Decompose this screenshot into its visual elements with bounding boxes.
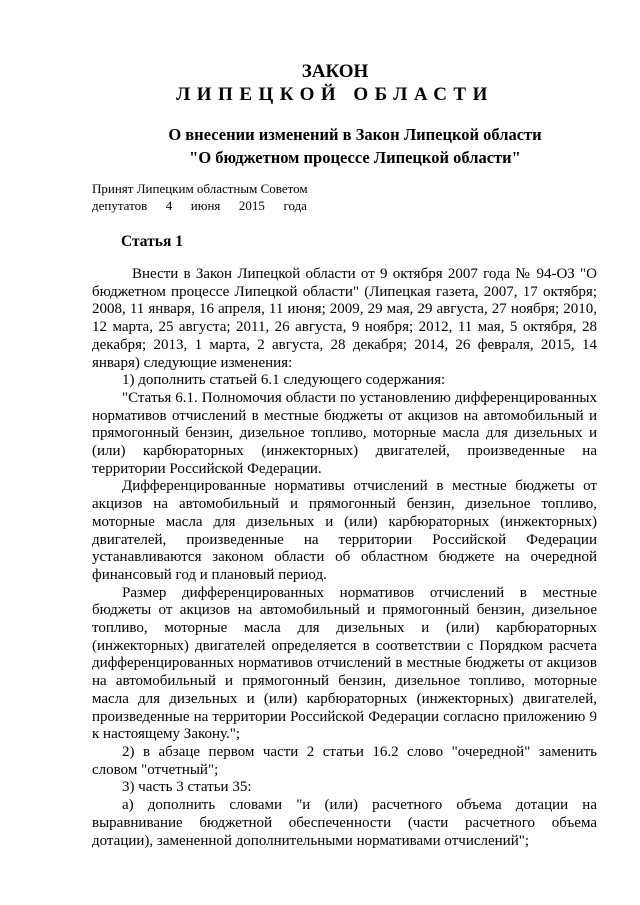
article-paragraph: 2) в абзаце первом части 2 статьи 16.2 слово "очередной" заменить словом "отчетный"; xyxy=(92,743,597,778)
article-body xyxy=(92,266,597,850)
adoption-day: 4 xyxy=(165,198,173,213)
law-subtitle-line-2: "О бюджетном процессе Липецкой области" xyxy=(189,148,521,167)
adoption-date-line xyxy=(92,197,307,214)
law-heading: ЗАКОН xyxy=(301,61,369,82)
adoption-line-1: Принят Липецким областным Советом xyxy=(92,181,308,196)
article-paragraph: Дифференцированные нормативы отчислений в местные бюджеты от акцизов на автомобильный и прямогонный бензин, дизельное топливо, моторные масла для дизельных и (или) карбюраторных (инжекторных) двигателей, произведенные на территории Российской Федерации устанавливаются законом области об областном бюджете на очередной финансовый год и плановый период. xyxy=(92,478,597,583)
article-paragraph: Внести в Закон Липецкой области от 9 октября 2007 года № 94-ОЗ "О бюджетном процессе Липецкой области" (Липецкая газета, 2007, 17 октября; 2008, 11 января, 16 апреля, 11 июня; 2009, 29 мая, 29 августа, 27 ноября; 2010, 12 марта, 25 августа; 2011, 26 августа, 9 ноября; 2012, 11 мая, 5 октября, 28 декабря; 2013, 1 марта, 2 августа, 28 декабря; 2014, 26 февраля, 2015, 14 января) следующие изменения: xyxy=(92,266,597,371)
article-paragraph: а) дополнить словами "и (или) расчетного объема дотации на выравнивание бюджетной обеспеченности (части расчетного объема дотации), замененной дополнительными нормативами отчислений"; xyxy=(92,797,597,849)
article-title: Статья 1 xyxy=(121,233,183,250)
region-heading: ЛИПЕЦКОЙ ОБЛАСТИ xyxy=(176,84,494,105)
adoption-year-word: года xyxy=(283,198,307,213)
adoption-year: 2015 xyxy=(238,198,265,213)
article-paragraph: "Статья 6.1. Полномочия области по установлению дифференцированных нормативов отчислений в местные бюджеты от акцизов на автомобильный и прямогонный бензин, дизельное топливо, моторные масла для дизельных и (или) карбюраторных (инжекторных) двигателей, произведенные на территории Российской Федерации. xyxy=(92,389,597,477)
adoption-month: июня xyxy=(190,198,221,213)
article-paragraph: 3) часть 3 статьи 35: xyxy=(122,779,252,796)
adoption-deputies: депутатов xyxy=(92,198,148,213)
article-paragraph: 1) дополнить статьей 6.1 следующего содержания: xyxy=(122,372,446,389)
article-paragraph: Размер дифференцированных нормативов отчислений в местные бюджеты от акцизов на автомобильный и прямогонный бензин, дизельное топливо, моторные масла для дизельных и (или) карбюраторных (инжекторных) двигателей определяется в соответствии с Порядком расчета дифференцированных нормативов отчислений в местные бюджеты от акцизов на автомобильный и прямогонный бензин, дизельное топливо, моторные масла для дизельных и (или) карбюраторных (инжекторных) двигателей, произведенные на территории Российской Федерации согласно приложению 9 к настоящему Закону."; xyxy=(92,584,597,743)
law-subtitle-line-1: О внесении изменений в Закон Липецкой области xyxy=(168,125,542,144)
